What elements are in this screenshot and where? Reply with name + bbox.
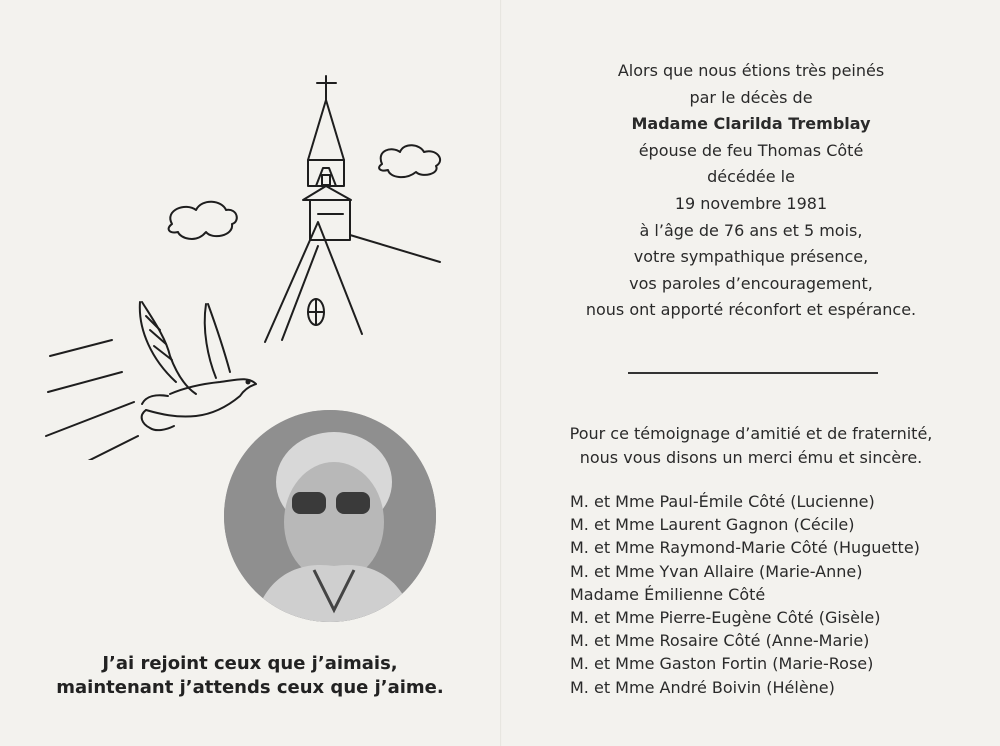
family-entry: M. et Mme Raymond-Marie Côté (Huguette) xyxy=(570,538,920,558)
church-icon xyxy=(265,100,440,342)
cloud-icon xyxy=(379,145,440,177)
church-dove-illustration xyxy=(0,0,500,460)
portrait-photo xyxy=(224,410,436,622)
announcement-line: nous ont apporté réconfort et espérance. xyxy=(585,300,917,320)
thanks-message xyxy=(502,422,1000,470)
announcement-line: épouse de feu Thomas Côté xyxy=(638,140,864,160)
death-date: 19 novembre 1981 xyxy=(674,193,828,213)
announcement-line: décédée le xyxy=(707,167,795,187)
cross-icon xyxy=(317,76,336,100)
family-entry: M. et Mme André Boivin (Hélène) xyxy=(570,677,835,697)
epitaph-line-2: maintenant j’attends ceux que j’aime. xyxy=(56,677,444,698)
age-line: à l’âge de 76 ans et 5 mois, xyxy=(639,220,863,240)
announcement-line: votre sympathique présence, xyxy=(633,247,869,267)
cloud-icon xyxy=(169,202,237,239)
family-entry: M. et Mme Gaston Fortin (Marie-Rose) xyxy=(570,654,874,674)
family-list xyxy=(570,490,990,699)
family-entry: M. et Mme Rosaire Côté (Anne-Marie) xyxy=(570,631,870,651)
announcement-line: vos paroles d’encouragement, xyxy=(629,273,873,293)
thanks-line-1: Pour ce témoignage d’amitié et de fraternité, xyxy=(569,424,933,443)
right-panel xyxy=(502,0,1000,746)
family-entry: M. et Mme Laurent Gagnon (Cécile) xyxy=(570,515,855,535)
family-entry: Madame Émilienne Côté xyxy=(570,584,766,604)
dove-icon xyxy=(140,302,256,430)
epitaph-quote xyxy=(40,652,460,700)
thanks-line-2: nous vous disons un merci ému et sincère. xyxy=(579,448,923,467)
family-entry: M. et Mme Paul-Émile Côté (Lucienne) xyxy=(570,492,875,511)
family-entry: M. et Mme Pierre-Eugène Côté (Gisèle) xyxy=(570,608,881,628)
announcement-line: par le décès de xyxy=(689,87,813,107)
motion-lines xyxy=(46,340,138,460)
epitaph-line-1: J’ai rejoint ceux que j’aimais, xyxy=(102,653,398,674)
family-entry: M. et Mme Yvan Allaire (Marie-Anne) xyxy=(570,561,863,581)
deceased-name: Madame Clarilda Tremblay xyxy=(631,114,871,134)
death-announcement xyxy=(502,58,1000,324)
divider-line xyxy=(628,372,878,374)
announcement-line: Alors que nous étions très peinés xyxy=(617,61,885,80)
